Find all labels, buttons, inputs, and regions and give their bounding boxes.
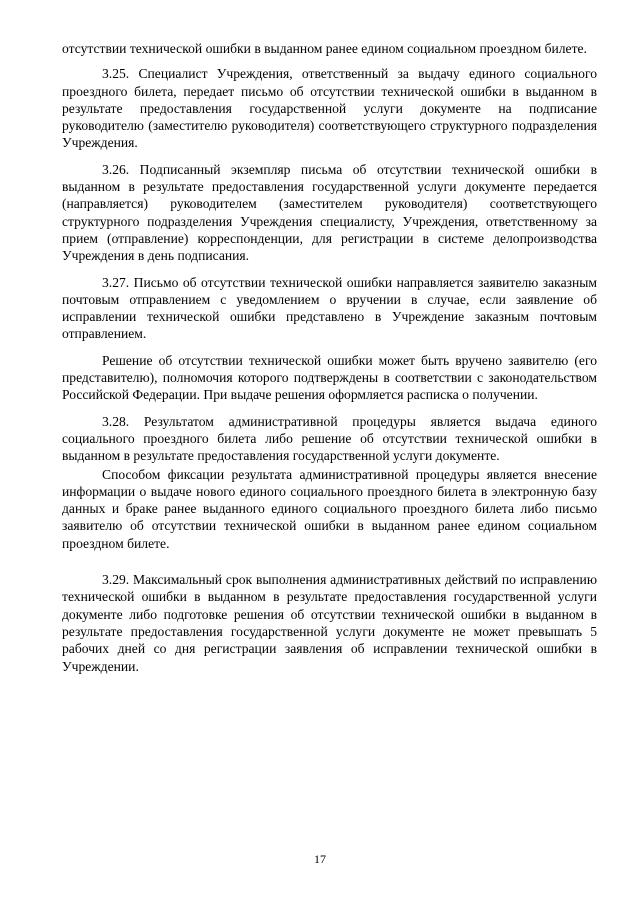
paragraph-3-28: 3.28. Результатом административной процедуры является выдача единого социального проездного билета либо решение об отсутствии технической ошибки в выданном в результате предоставления государственной услуги документе. [62,413,597,464]
document-body [62,40,597,675]
paragraph-continuation: отсутствии технической ошибки в выданном ранее едином социальном проездном билете. [62,41,587,56]
paragraph-3-29: 3.29. Максимальный срок выполнения административных действий по исправлению технической ошибки в выданном в результате предоставления государственной услуги документе либо подготовке решения об отсутствии технической ошибки в выданном в результате предоставления государственной услуги документе не может превышать 5 рабочих дней со дня регистрации заявления об исправлении технической ошибки в Учреждении. [62,572,597,674]
paragraph-decision-delivery: Решение об отсутствии технической ошибки может быть вручено заявителю (его представителю), полномочия которого подтверждены в соответствии с законодательством Российской Федерации. При выдаче решения оформляется расписка о получении. [62,352,597,403]
paragraph-3-26: 3.26. Подписанный экземпляр письма об отсутствии технической ошибки в выданном в результате предоставления государственной услуги документе передается (направляется) руководителем (заместителем руководителя) соответствующего структурного подразделения Учреждения специалисту, Учреждения, ответственному за прием (отправление) корреспонденции, для регистрации в системе делопроизводства Учреждения в день подписания. [62,161,597,264]
paragraph-fixation-method: Способом фиксации результата административной процедуры является внесение информации о выдаче нового единого социального проездного билета в электронную базу данных и браке ранее выданного единого социального проездного билета либо письмо заявителю об отсутствии технической ошибки в выданном ранее едином социальном проездном билете. [62,466,597,551]
paragraph-3-27: 3.27. Письмо об отсутствии технической ошибки направляется заявителю заказным почтовым отправлением с уведомлением о вручении в случае, если заявление об исправлении технической ошибки представлено в Учреждение заказным почтовым отправлением. [62,274,597,342]
page-number: 17 [314,852,326,866]
paragraph-3-25: 3.25. Специалист Учреждения, ответственный за выдачу единого социального проездного билета, передает письмо об отсутствии технической ошибки в выданном в результате предоставления государственной услуги документе на подписание руководителю (заместителю руководителя) соответствующего структурного подразделения Учреждения. [62,66,597,151]
